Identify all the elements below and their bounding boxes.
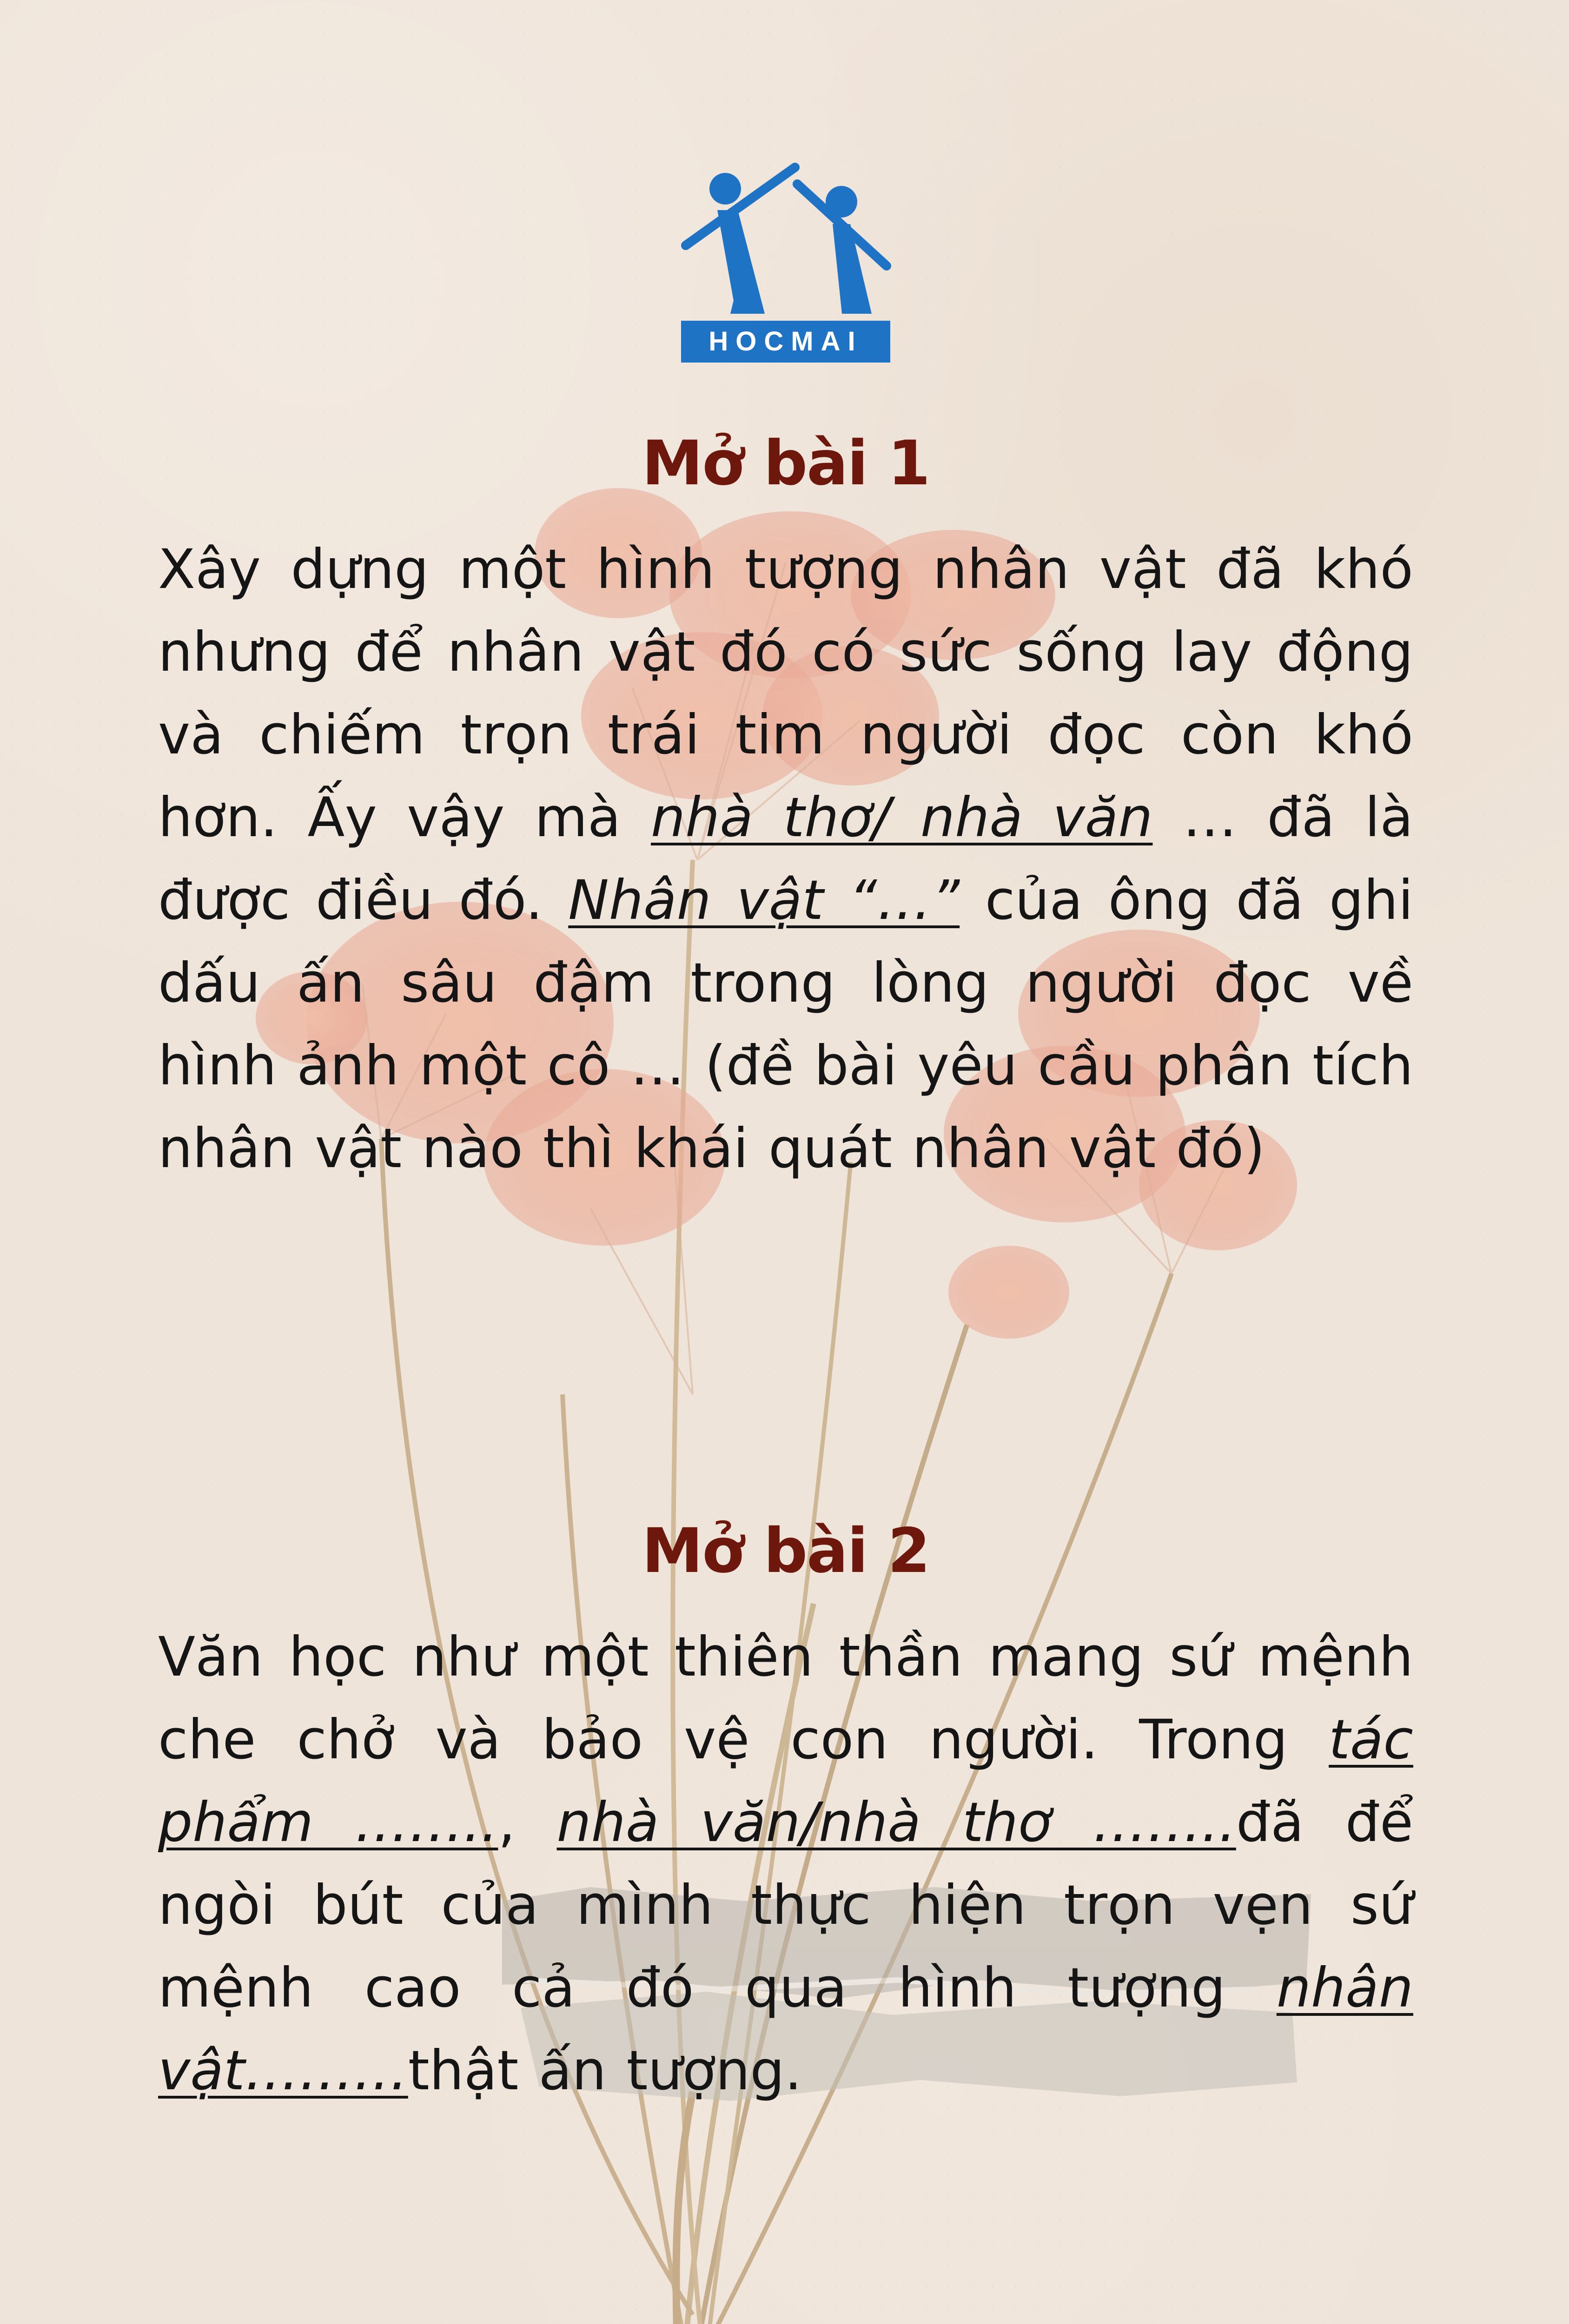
section1-placeholder-character: Nhân vật “…” bbox=[568, 868, 960, 932]
section-title-1: Mở bài 1 bbox=[642, 428, 930, 499]
section2-text-part-4: thật ấn tượng. bbox=[408, 2039, 802, 2102]
section2-text-part-3: đã để ngòi bút của mình thực hiện trọn vẹn sứ mệnh cao cả đó qua hình tượng bbox=[158, 1790, 1413, 2020]
section1-text-part-1: Xây dựng một hình tượng nhân vật đã khó nhưng để nhân vật đó có sức sống lay động và chiếm trọn trái tim người đọc còn khó hơn. Ấy vậy mà bbox=[158, 537, 1413, 849]
section1-placeholder-author: nhà thơ/ nhà văn bbox=[651, 786, 1153, 849]
hocmai-logo-icon bbox=[676, 163, 895, 316]
section2-text-part-2: , bbox=[498, 1790, 557, 1854]
logo-text: HOCMAI bbox=[681, 321, 890, 363]
section2-placeholder-character: nhân vật……… bbox=[158, 1956, 1413, 2102]
section2-text-part-1: Văn học như một thiên thần mang sứ mệnh che chở và bảo vệ con người. Trong bbox=[158, 1625, 1413, 1771]
mo-bai-1-section bbox=[158, 428, 1413, 1190]
section-body-2 bbox=[158, 1616, 1413, 2112]
section-title-2: Mở bài 2 bbox=[642, 1515, 930, 1587]
mo-bai-2-section bbox=[158, 1515, 1413, 2112]
section2-placeholder-author: nhà văn/nhà thơ …….. bbox=[556, 1790, 1236, 1854]
section1-text-part-2: … đã là được điều đó. bbox=[158, 786, 1413, 932]
section-body-1 bbox=[158, 528, 1413, 1190]
section2-placeholder-work: tác phẩm …….. bbox=[158, 1708, 1413, 1854]
logo bbox=[676, 163, 895, 367]
section1-text-part-3: của ông đã ghi dấu ấn sâu đậm trong lòng người đọc về hình ảnh một cô … (đề bài yêu cầu phân tích nhân vật nào thì khái quát nhân vật đó) bbox=[158, 868, 1413, 1180]
